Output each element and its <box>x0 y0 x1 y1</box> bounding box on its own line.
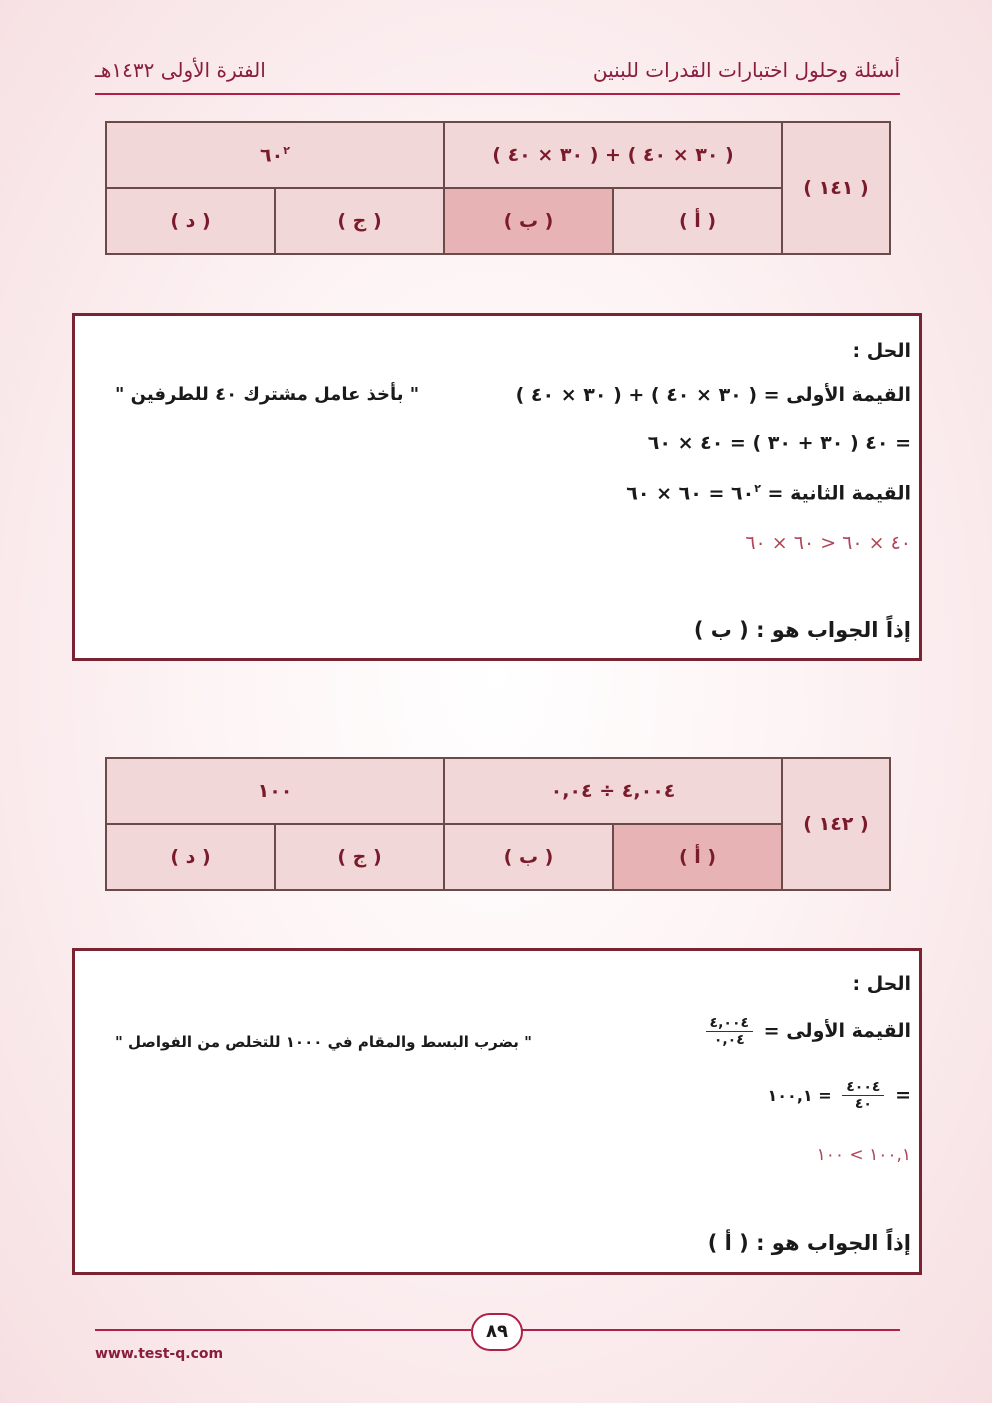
fraction-denominator: ٤٠ <box>854 1096 872 1112</box>
solution-comparison: ٤٠ × ٦٠ < ٦٠ × ٦٠ <box>745 532 911 554</box>
solution-comparison: ١٠٠,١ > ١٠٠ <box>816 1145 911 1165</box>
solution-note: " بأخذ عامل مشترك ٤٠ للطرفين " <box>115 384 420 405</box>
solution-note: " بضرب البسط والمقام في ١٠٠٠ للتخلص من الفواصل " <box>115 1033 532 1051</box>
option-c[interactable]: ( ج ) <box>275 188 444 254</box>
option-b[interactable]: ( ب ) <box>444 824 613 890</box>
question-number: ( ١٤٢ ) <box>782 758 890 890</box>
solution-line-3: القيمة الثانية = $٦٠^٢$ = ٦٠ × ٦٠ <box>626 482 911 505</box>
question-141-table <box>105 121 891 255</box>
footer-divider-right <box>521 1329 900 1331</box>
header-divider <box>95 93 900 95</box>
page-header <box>95 58 900 92</box>
column-two-expression: ١٠٠ <box>106 758 444 824</box>
solution-141-box <box>72 313 922 661</box>
solution-line-2: = ٤٠ ( ٣٠ + ٣٠ ) = ٤٠ × ٦٠ <box>647 432 911 454</box>
option-c[interactable]: ( ج ) <box>275 824 444 890</box>
fraction-result: = ١٠٠,١ <box>767 1086 832 1105</box>
question-142-table <box>105 757 891 891</box>
question-number: ( ١٤١ ) <box>782 122 890 254</box>
column-one-expression: ( ٣٠ × ٤٠ ) + ( ٣٠ × ٤٠ ) <box>444 122 782 188</box>
fraction-numerator: ٤,٠٠٤ <box>706 1015 754 1032</box>
fraction-two <box>842 1079 884 1112</box>
solution-answer: إذاً الجواب هو : ( ب ) <box>693 618 911 642</box>
fraction-numerator: ٤٠٠٤ <box>842 1079 884 1096</box>
solution-line-2 <box>768 1079 911 1112</box>
option-d[interactable]: ( د ) <box>106 824 275 890</box>
fraction-denominator: ٠,٠٤ <box>713 1032 745 1048</box>
fraction-one <box>706 1015 754 1048</box>
solution-line-1 <box>702 1015 911 1048</box>
column-two-expression: $٦٠^٢$ <box>106 122 444 188</box>
option-a[interactable]: ( أ ) <box>613 824 782 890</box>
page-number: ٨٩ <box>471 1313 523 1351</box>
first-value-label: القيمة الأولى = <box>763 1020 911 1042</box>
solution-line-1: القيمة الأولى = ( ٣٠ × ٤٠ ) + ( ٣٠ × ٤٠ ) <box>515 384 911 406</box>
option-d[interactable]: ( د ) <box>106 188 275 254</box>
period-label: الفترة الأولى ١٤٣٢هـ <box>95 58 266 82</box>
solution-title: الحل : <box>852 973 911 995</box>
footer-divider-left <box>95 1329 471 1331</box>
option-a[interactable]: ( أ ) <box>613 188 782 254</box>
book-title: أسئلة وحلول اختبارات القدرات للبنين <box>592 58 900 82</box>
option-b[interactable]: ( ب ) <box>444 188 613 254</box>
solution-answer: إذاً الجواب هو : ( أ ) <box>707 1231 911 1255</box>
solution-title: الحل : <box>852 340 911 362</box>
solution-142-box <box>72 948 922 1275</box>
column-one-expression: ٤,٠٠٤ ÷ ٠,٠٤ <box>444 758 782 824</box>
website-link[interactable]: www.test-q.com <box>95 1346 224 1362</box>
equals-sign: = <box>895 1084 911 1106</box>
